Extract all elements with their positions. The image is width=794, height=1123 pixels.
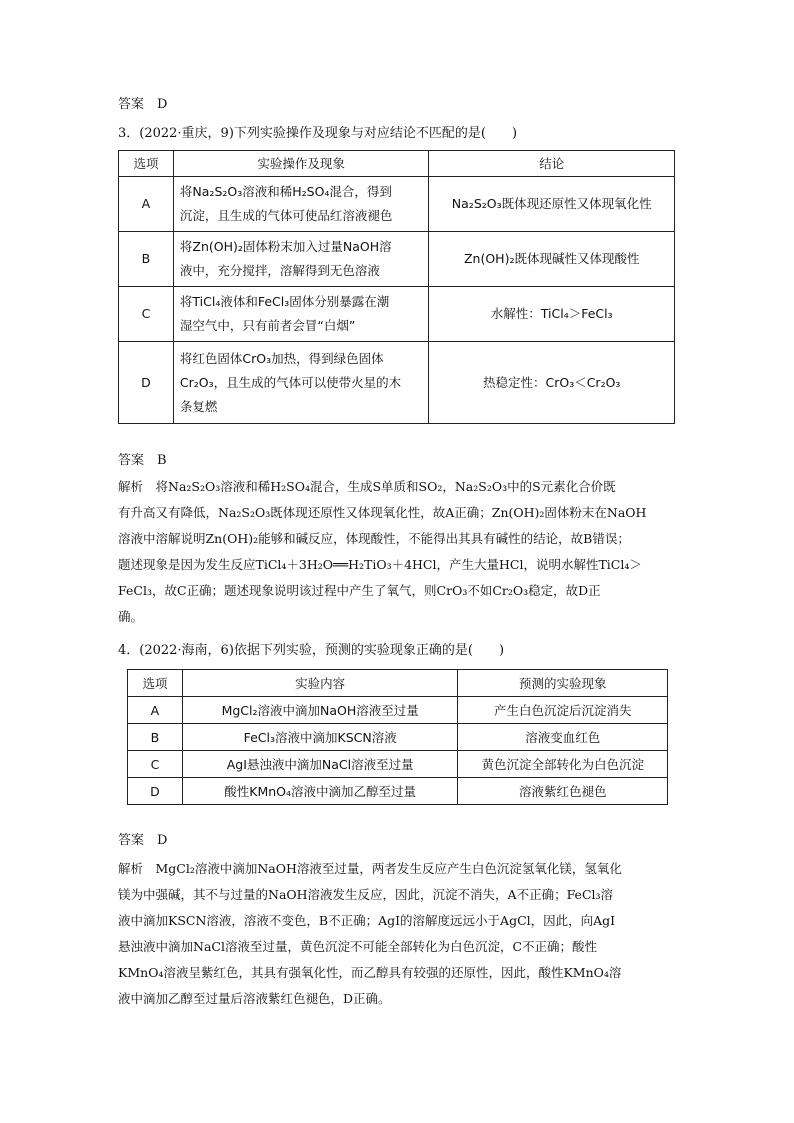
row-option: D [119,342,174,424]
row-conclusion: 水解性：TiCl₄＞FeCl₃ [429,287,675,342]
analysis-line: 液中滴加乙醇至过量后溶液紫红色褪色，D正确。 [118,991,391,1006]
row-option: C [128,751,183,778]
operation-line: 将TiCl₄液体和FeCl₃固体分别暴露在潮 [179,294,390,309]
row-operation [173,177,429,232]
analysis-line: KMnO₄溶液呈紫红色，其具有强氧化性，而乙醇具有较强的还原性，因此，酸性KMnO₄溶 [118,965,622,980]
row-phenomenon: 产生白色沉淀后沉淀消失 [458,697,668,724]
row-conclusion: 热稳定性：CrO₃＜Cr₂O₃ [429,342,675,424]
question-3-title: 3．(2022·重庆，9)下列实验操作及现象与对应结论不匹配的是( ) [118,126,518,141]
table-row [128,778,668,805]
row-option: A [119,177,174,232]
analysis-line: 镁为中强碱，其不与过量的NaOH溶液发生反应，因此，沉淀不消失，A不正确；FeCl₃溶 [118,887,614,902]
row-conclusion: Zn(OH)₂既体现碱性又体现酸性 [429,232,675,287]
row-option: B [119,232,174,287]
analysis-line: 题述现象是因为发生反应TiCl₄＋3H₂O══H₂TiO₃＋4HCl，产生大量HCl，说明水解性TiCl₄＞ [118,557,642,572]
row-content: AgI悬浊液中滴加NaCl溶液至过量 [182,751,457,778]
analysis-line: 液中滴加KSCN溶液，溶液不变色，B不正确；AgI的溶解度远远小于AgCl，因此，向AgI [118,913,616,928]
row-operation [173,287,429,342]
table-row [119,177,675,232]
row-content: FeCl₃溶液中滴加KSCN溶液 [182,724,457,751]
table-header-row [119,151,675,177]
table-row [128,751,668,778]
operation-line: 将Na₂S₂O₃溶液和稀H₂SO₄混合，得到 [179,184,392,199]
row-phenomenon: 溶液变血红色 [458,724,668,751]
question-4-table [127,669,668,805]
row-conclusion: Na₂S₂O₃既体现还原性又体现氧化性 [429,177,675,232]
row-option: C [119,287,174,342]
table-header-row [128,670,668,697]
row-phenomenon: 溶液紫红色褪色 [458,778,668,805]
row-operation [173,232,429,287]
header-option: 选项 [119,151,174,177]
question-3-table [118,150,675,424]
operation-line: 湿空气中，只有前者会冒“白烟” [179,318,356,333]
analysis-line: 确。 [118,609,144,624]
row-option: B [128,724,183,751]
header-operation: 实验操作及现象 [173,151,429,177]
header-content: 实验内容 [182,670,457,697]
previous-answer: 答案 D [118,97,168,112]
table-row [119,287,675,342]
analysis-line: 有升高又有降低，Na₂S₂O₃既体现还原性又体现氧化性，故A正确；Zn(OH)₂固体粉末在NaOH [118,505,647,520]
question-4-answer: 答案 D [118,833,168,848]
row-option: A [128,697,183,724]
table-row [128,697,668,724]
question-4-analysis [118,856,684,1012]
header-conclusion: 结论 [429,151,675,177]
operation-line: 将Zn(OH)₂固体粉末加入过量NaOH溶 [179,239,392,254]
header-phenomenon: 预测的实验现象 [458,670,668,697]
analysis-line: 悬浊液中滴加NaCl溶液至过量，黄色沉淀不可能全部转化为白色沉淀，C不正确；酸性 [118,939,598,954]
analysis-line: 溶液中溶解说明Zn(OH)₂能够和碱反应，体现酸性，不能得出其具有碱性的结论，故B错误； [118,531,630,546]
analysis-line: 解析 将Na₂S₂O₃溶液和稀H₂SO₄混合，生成S单质和SO₂，Na₂S₂O₃中的S元素化合价既 [118,479,616,494]
analysis-line: 解析 MgCl₂溶液中滴加NaOH溶液至过量，两者发生反应产生白色沉淀氢氧化镁，氢氧化 [118,861,622,876]
header-option: 选项 [128,670,183,697]
table-row [128,724,668,751]
row-content: MgCl₂溶液中滴加NaOH溶液至过量 [182,697,457,724]
operation-line: 液中，充分搅拌，溶解得到无色溶液 [179,263,380,278]
row-option: D [128,778,183,805]
operation-line: 条复燃 [179,398,218,414]
operation-line: 沉淀，且生成的气体可使品红溶液褪色 [179,208,393,223]
operation-line: Cr₂O₃，且生成的气体可以使带火星的木 [179,374,402,390]
question-3-answer: 答案 B [118,453,167,468]
row-operation [173,342,429,424]
analysis-line: FeCl₃，故C正确；题述现象说明该过程中产生了氧气，则CrO₃不如Cr₂O₃稳定，故D正 [118,583,601,598]
table-row [119,342,675,424]
question-3-analysis [118,474,684,630]
operation-line: 将红色固体CrO₃加热，得到绿色固体 [179,350,384,366]
question-4-title: 4．(2022·海南，6)依据下列实验，预测的实验现象正确的是( ) [118,643,505,658]
table-row [119,232,675,287]
row-phenomenon: 黄色沉淀全部转化为白色沉淀 [458,751,668,778]
row-content: 酸性KMnO₄溶液中滴加乙醇至过量 [182,778,457,805]
